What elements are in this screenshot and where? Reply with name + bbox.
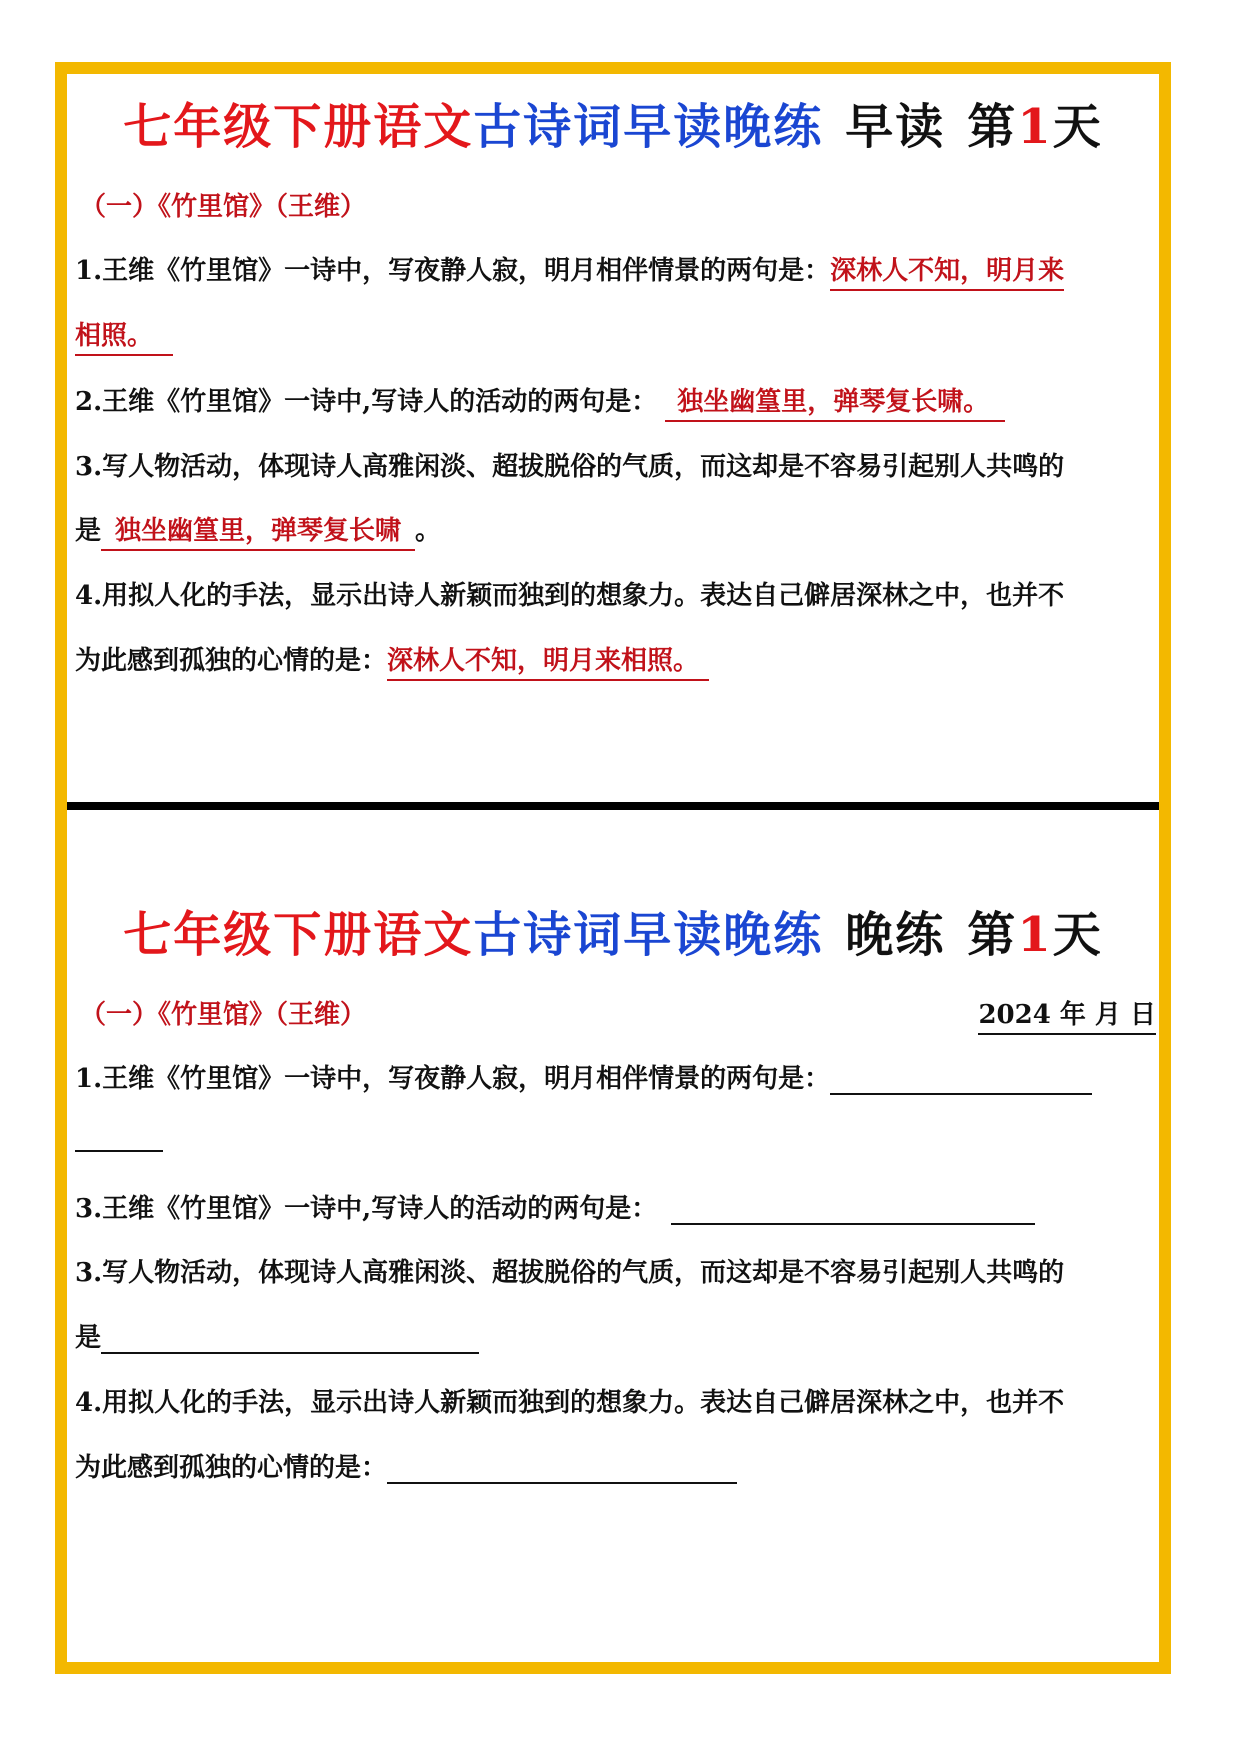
question-text: 1.王维《竹里馆》一诗中，写夜静人寂，明月相伴情景的两句是： (75, 1064, 831, 1094)
morning-question-1-cont (75, 315, 173, 356)
question-text: 3.王维《竹里馆》一诗中,写诗人的活动的两句是： (75, 1194, 658, 1224)
title-day-suffix: 天 (1052, 907, 1103, 963)
answer-blank[interactable] (387, 1456, 737, 1484)
answer-blank[interactable] (75, 1124, 163, 1152)
question-text: 1.王维《竹里馆》一诗中，写夜静人寂，明月相伴情景的两句是： (75, 256, 831, 286)
title-session: 早读 (845, 99, 946, 155)
date-field[interactable]: 2024 年 月 日 (978, 994, 1156, 1035)
punctuation: 。 (415, 516, 442, 546)
evening-title (67, 896, 1159, 965)
title-day-number: 1 (1017, 907, 1053, 963)
question-text: 4.用拟人化的手法，显示出诗人新颖而独到的想象力。表达自己僻居深林之中，也并不 (75, 1388, 1065, 1418)
evening-question-1 (75, 1058, 1092, 1095)
answer-text: 深林人不知，明月来 (830, 250, 1064, 291)
question-text: 为此感到孤独的心情的是： (75, 1453, 388, 1483)
page-frame (55, 62, 1171, 1674)
title-series: 古诗词早读晚练 (473, 99, 824, 155)
answer-blank[interactable] (671, 1197, 1035, 1225)
question-text: 为此感到孤独的心情的是： (75, 646, 388, 676)
evening-question-4 (75, 1382, 1064, 1419)
section-divider (67, 802, 1159, 810)
title-day-suffix: 天 (1052, 99, 1103, 155)
question-text: 是 (75, 516, 102, 546)
morning-question-3-cont (75, 510, 441, 551)
morning-question-4 (75, 575, 1064, 612)
answer-text: 深林人不知，明月来相照。 (387, 640, 709, 681)
morning-question-2 (75, 381, 1005, 422)
question-text: 3.写人物活动，体现诗人高雅闲淡、超拔脱俗的气质，而这却是不容易引起别人共鸣的 (75, 1258, 1065, 1288)
title-session: 晚练 (845, 907, 946, 963)
question-text: 2.王维《竹里馆》一诗中,写诗人的活动的两句是： (75, 387, 658, 417)
title-day-prefix: 第 (967, 99, 1018, 155)
evening-question-3-cont (75, 1317, 479, 1354)
title-series: 古诗词早读晚练 (473, 907, 824, 963)
title-grade-subject: 七年级下册语文 (123, 99, 474, 155)
answer-blank[interactable] (830, 1067, 1092, 1095)
evening-question-2 (75, 1188, 1035, 1225)
answer-text: 独坐幽篁里，弹琴复长啸。 (665, 381, 1005, 422)
title-day-number: 1 (1017, 99, 1053, 155)
evening-question-1-cont (75, 1122, 163, 1152)
title-grade-subject: 七年级下册语文 (123, 907, 474, 963)
morning-question-1 (75, 250, 1064, 291)
answer-blank[interactable] (101, 1326, 479, 1354)
question-text: 是 (75, 1323, 102, 1353)
evening-question-3 (75, 1252, 1064, 1289)
evening-poem-heading: （一）《竹里馆》（王维） (80, 1000, 367, 1030)
morning-poem-heading: （一）《竹里馆》（王维） (80, 192, 367, 222)
morning-question-3 (75, 446, 1064, 483)
answer-text: 独坐幽篁里，弹琴复长啸 (101, 510, 415, 551)
answer-text: 相照。 (75, 315, 173, 356)
question-text: 4.用拟人化的手法，显示出诗人新颖而独到的想象力。表达自己僻居深林之中，也并不 (75, 581, 1065, 611)
morning-title (67, 88, 1159, 157)
evening-question-4-cont (75, 1447, 737, 1484)
morning-question-4-cont (75, 640, 709, 681)
title-day-prefix: 第 (967, 907, 1018, 963)
question-text: 3.写人物活动，体现诗人高雅闲淡、超拔脱俗的气质，而这却是不容易引起别人共鸣的 (75, 452, 1065, 482)
